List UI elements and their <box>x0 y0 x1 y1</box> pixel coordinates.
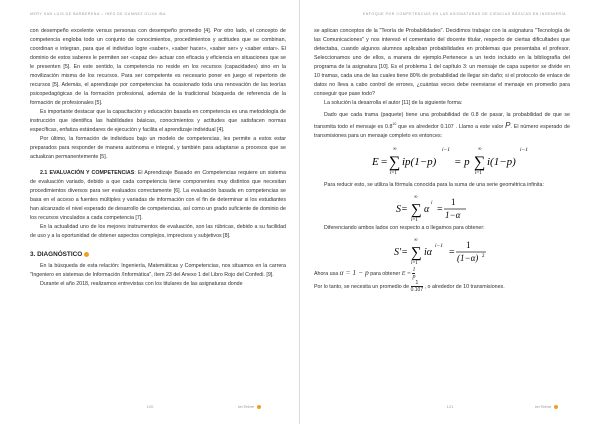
right-paragraph: se aplican conceptos de la "Teoría de Probabilidades". Decidimos trabajar con la asignatura "Tecnología de las Comunicaciones" y nos interesó el comentario del docente titular, respecto de ciertas dificultades que detectaba, cuando algunos alumnos aplicaban probabilidades en problemas que presentaba el profesor. Seleccionamos uno de ellos, a manera de ejemplo.Pertenece a un texto incluido en la bibliografía del programa de la asignatura [10]. Es el problema 1 del capítulo 3: un mensaje de capa superior se divide en 10 tramas, cada una de las cuales tiene 80% de probabilidad de llegar sin daño; si el protocolo de enlace de datos no lleva a cabo control de errores, ¿cuántas veces debe reenviarse el mensaje en promedio para conseguir que pase todo? <box>314 28 570 97</box>
left-paragraph: Es importante destacar que la capacitación y educación basada en competencia es una metodología de instrucción que identifica las habilidades básicas, conocimientos y actitudes que satisfacen normas específicas, enfatiza estándares de ejecución y facilita el aprendizaje individual [4]. <box>30 109 286 133</box>
equation-expected-value <box>314 141 570 181</box>
left-paragraph: En la búsqueda de esta relación: Ingeniería, Matemáticas y Competencias, nos situamos en la carrera "Ingeniero en sistemas de Información /Informática", ítem 23 del Anexo 1 del Libro Rojo del Confedi. [9]. <box>30 263 286 278</box>
svg-text:i(1−p): i(1−p) <box>487 155 516 168</box>
sum-symbol: ∑ <box>389 153 401 171</box>
svg-text:i=1: i=1 <box>411 260 418 266</box>
inline-fraction: $\frac{1}{0.107}$ <box>410 279 424 293</box>
inline-alpha-expression: α = 1 − p <box>339 267 369 277</box>
right-column <box>314 27 570 293</box>
svg-text:1: 1 <box>451 196 456 207</box>
sum-symbol: ∑ <box>474 153 486 171</box>
logo-dot-icon <box>554 405 558 409</box>
svg-text:i=1: i=1 <box>390 170 397 176</box>
right-journal-logo <box>535 404 558 409</box>
svg-text:= p: = p <box>454 155 470 168</box>
svg-text:1−α: 1−α <box>445 209 461 220</box>
journal-brand: tecTekne <box>238 404 255 409</box>
bullet-dot-icon <box>84 252 89 257</box>
svg-text:=: = <box>437 203 443 215</box>
svg-text:ip(1−p): ip(1−p) <box>402 155 437 168</box>
sum-symbol: ∑ <box>411 201 422 218</box>
left-column <box>30 27 286 289</box>
equation-derivative <box>314 233 570 267</box>
right-paragraph: La solución la desarrolla el autor [11] de la siguiente forma: <box>324 100 463 106</box>
left-page-number: 120 <box>146 404 154 409</box>
svg-text:2: 2 <box>482 253 485 259</box>
right-paragraph: Diferenciando ambos lados con respecto a α llegamos para obtener: <box>324 224 485 231</box>
svg-text:=: = <box>381 155 388 168</box>
svg-text:i=1: i=1 <box>475 170 482 176</box>
left-paragraph: En la actualidad uno de los mejores instrumentos de evaluación, son las rúbricas, debido a su facilidad de uso y a la oportunidad de obtener aspectos complejos, imprecisos y subjetivos [8]. <box>30 224 286 239</box>
section-3-heading <box>30 250 286 259</box>
right-page-number: 121 <box>446 404 454 409</box>
right-paragraph: Para reducir esto, se utiliza la fórmula conocida para la suma de una serie geométrica infinita: <box>324 181 544 188</box>
left-journal-logo <box>238 404 261 409</box>
left-paragraph: Por último, la formación de individuos bajo un modelo de competencias, les permite a estos estar preparados para responder de manera autónoma e integral, y también para adaptarse a procesos que se actualizan permanentemente [5]. <box>30 136 286 160</box>
svg-text:(1−α): (1−α) <box>457 252 479 263</box>
svg-text:∞: ∞ <box>393 146 397 152</box>
journal-brand: tecTekne <box>535 404 552 409</box>
svg-text:i=1: i=1 <box>411 217 418 223</box>
section-text: : El Aprendizaje Basado en Competencias requiere un sistema de evaluación variado, debido a que cada competencia tiene componentes muy distintos que necesitan procedimientos diversos para ser evaluados correctamente [6]. La evaluación basada en competencias se basa en el acceso a fuentes múltiples y variadas de información con el fin de determinar si los estudiantes han alcanzado el nivel esperado de desarrollo de competencias, así como un grado suficiente de dominio de los recursos vinculados a cada competencia [7]. <box>30 170 286 221</box>
svg-text:i−1: i−1 <box>442 146 450 153</box>
svg-text:∞: ∞ <box>414 237 418 243</box>
left-paragraph: con desempeño excelente versus personas con desempeño promedio [4]. Por otro lado, el concepto de competencia engloba todo un conjunto de conocimientos, procedimientos y actitudes que se combinan, coordinan e integran, para que el individuo logre «saber», «saber hacer», «saber ser» y «saber estar». El dominio de estos saberes le permiten ser «capaz de» actuar con eficacia y eficiencia en situaciones que se le presenten [5]. En este sentido, la competencia no reside en los recursos (capacidades) sino en la movilización misma de los recursos. Para ser competente es necesario poner en juego el repertorio de recursos [5]. Además, el aprendizaje por competencias ha ocasionado toda una renovación de las teorías psicopedagógicas de la formación profesional, además de la tradicional búsqueda de referencia de la formación de profesionales [5]. <box>30 28 286 106</box>
section-2-1 <box>30 169 286 223</box>
svg-text:S'=: S'= <box>394 246 408 258</box>
svg-text:iα: iα <box>424 246 433 258</box>
eq1-lhs: E <box>372 155 379 168</box>
section-3-title: 3. DIAGNÓSTICO <box>30 251 83 258</box>
inline-E-expression: E = $\frac{1}{p}$ <box>401 266 416 280</box>
svg-text:α: α <box>424 203 430 215</box>
svg-text:i: i <box>431 199 433 206</box>
svg-text:=: = <box>449 246 455 258</box>
svg-text:i−1: i−1 <box>435 242 443 249</box>
right-paragraph: Ahora usa α = 1 − p para obtener E = $\frac{1}{p}$ <box>314 266 416 280</box>
svg-text:i−1: i−1 <box>520 146 528 153</box>
logo-dot-icon <box>257 405 261 409</box>
sum-symbol: ∑ <box>411 244 422 261</box>
right-running-head: ENFOQUE POR COMPETENCIAS EN LAS ASIGNATURAS DE CIENCIAS BÁSICAS EN INGENIERÍA <box>362 12 566 16</box>
svg-text:1: 1 <box>466 239 471 250</box>
right-paragraph: Por lo tanto, se necesita un promedio de $\frac{1}{0.107}$ , o alrededor de 10 transmisiones. <box>314 279 505 293</box>
svg-text:S=: S= <box>396 203 408 215</box>
left-running-head: MERY SAN LUIS DE BARBERENA – INÉS DE GUMNEZ OLIVA IBA <box>30 12 166 16</box>
page-gutter <box>299 0 300 424</box>
left-paragraph: Durante el año 2018, realizamos entrevistas con los titulares de las asignaturas donde <box>40 281 243 287</box>
svg-text:∞: ∞ <box>478 146 482 152</box>
svg-text:∞: ∞ <box>414 194 418 200</box>
right-paragraph: Dado que cada trama (paquete) tiene una probabilidad de 0.8 de pasar, la probabilidad de que se transmita todo el mensaje es $0.8^{10}$ que es alrededor 0.107 . Llamo a este valor P. El número esperado de transmisiones para un mensaje completo es entonces: <box>314 112 570 139</box>
section-heading: 2.1 EVALUACIÓN Y COMPETENCIAS <box>40 170 135 176</box>
equation-geometric-series <box>314 190 570 224</box>
